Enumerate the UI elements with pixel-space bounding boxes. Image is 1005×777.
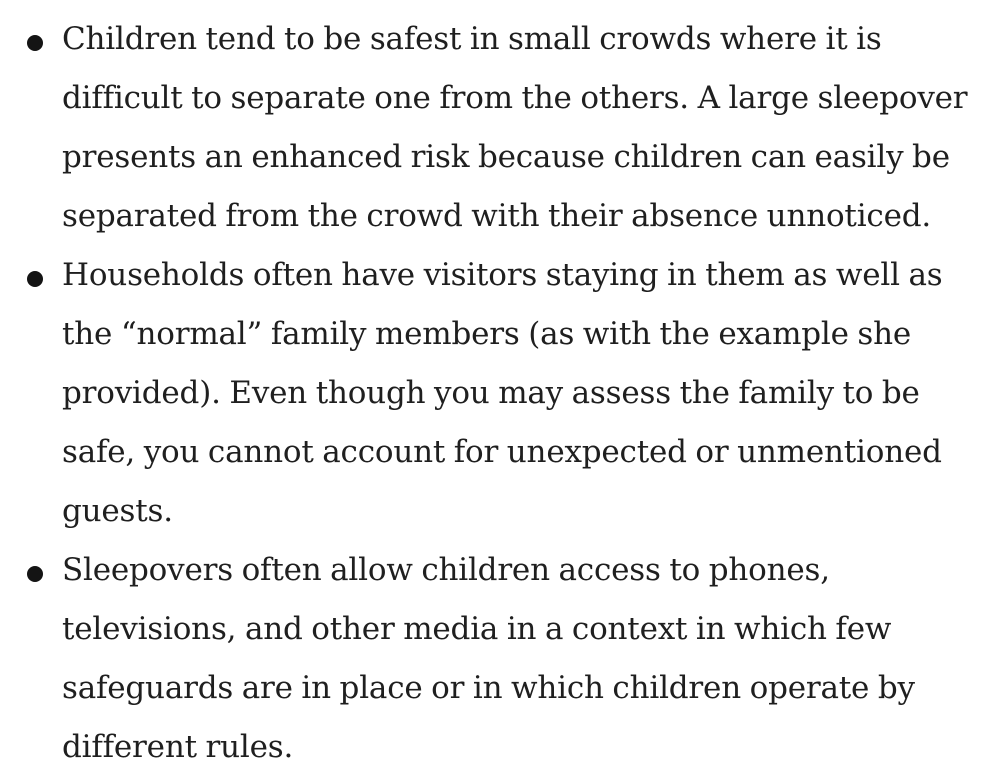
bullet-icon — [27, 566, 43, 582]
list-item-text: Households often have visitors staying in them as well as the “normal” family members (as with the example she provided). Even though you may assess the family to be safe, you cannot account for unexpected or unmentioned guests. — [62, 257, 943, 529]
list-item-text: Children tend to be safest in small crowds where it is difficult to separate one from the others. A large sleepover presents an enhanced risk because children can easily be separated from the crowd with their absence unnoticed. — [62, 21, 968, 234]
list-item — [0, 246, 1005, 541]
bullet-list — [0, 10, 1005, 777]
bullet-icon — [27, 271, 43, 287]
list-item — [0, 541, 1005, 777]
list-item-text: Sleepovers often allow children access to phones, televisions, and other media in a context in which few safeguards are in place or in which children operate by different rules. — [62, 552, 915, 765]
list-item — [0, 10, 1005, 246]
bullet-icon — [27, 35, 43, 51]
article-content — [0, 10, 1005, 765]
